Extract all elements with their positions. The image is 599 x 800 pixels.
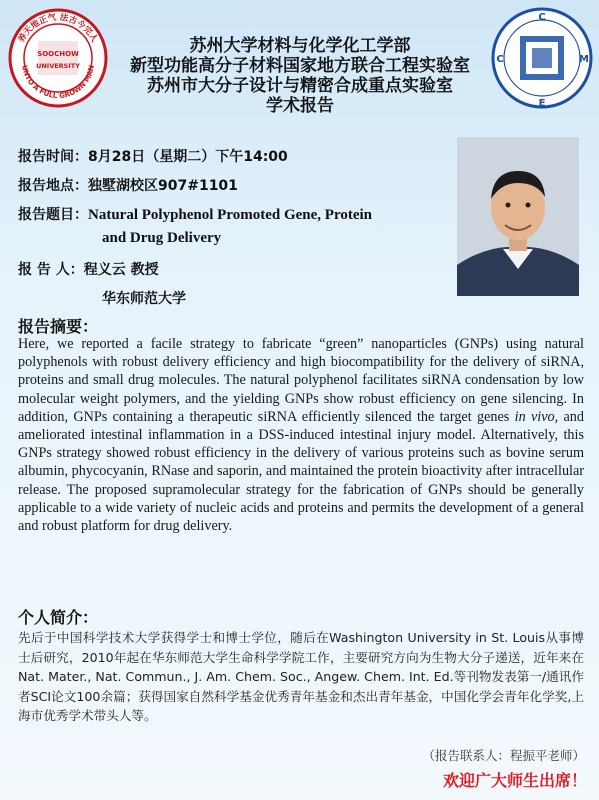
abstract-text-part-1: Here, we reported a facile strategy to fabricate “green” nanoparticles (GNPs) using natural polyphenols with robust delivery efficiency and high biocompatibility for the delivery of siRNA, proteins and small drug molecules. The natural polyphenol facilitates siRNA condensation by low molecular weight polymers, and the yielding GNPs show robust efficiency on gene silencing. In addition, GNPs containing a therapeutic siRNA efficiently silenced the target genes [18, 336, 584, 425]
svg-text:E: E [538, 98, 546, 109]
topic-line-2: and Drug Delivery [102, 230, 222, 246]
svg-text:C: C [538, 12, 546, 23]
topic-row-2 [102, 230, 221, 247]
svg-text:UNIVERSITY: UNIVERSITY [36, 62, 80, 70]
bio-heading: 个人简介： [18, 608, 99, 627]
time-label: 报告时间： [18, 149, 88, 165]
topic-label: 报告题目： [18, 207, 88, 223]
svg-text:养天地正气 法古今完人: 养天地正气 法古今完人 [16, 12, 100, 45]
speaker-label: 报 告 人： [18, 262, 84, 278]
header-line-key-lab: 苏州市大分子设计与精密合成重点实验室 [147, 76, 453, 96]
topic-line-1: Natural Polyphenol Promoted Gene, Protein [88, 207, 373, 223]
speaker-row [18, 259, 159, 279]
svg-text:C: C [496, 54, 504, 65]
abstract-heading: 报告摘要： [18, 317, 99, 336]
abstract-italic: in vivo [514, 408, 555, 425]
header-line-school: 苏州大学材料与化学化工学部 [189, 36, 411, 56]
time-value: 8月28日（星期二）下午14:00 [88, 149, 288, 165]
welcome-message: 欢迎广大师生出席！ [442, 771, 587, 790]
svg-text:UNTO A FULL GROWN MAN: UNTO A FULL GROWN MAN [20, 64, 96, 101]
place-label: 报告地点： [18, 178, 88, 194]
abstract-text [18, 335, 584, 535]
svg-text:M: M [579, 54, 589, 65]
place-row [18, 175, 238, 195]
time-row [18, 146, 288, 166]
cmce-department-logo [490, 6, 594, 110]
header-line-lab: 新型功能高分子材料国家地方联合工程实验室 [130, 56, 470, 76]
affiliation-value: 华东师范大学 [102, 291, 186, 307]
header-line-report: 学术报告 [266, 96, 334, 116]
affiliation-row [102, 288, 186, 308]
svg-text:SOOCHOW: SOOCHOW [37, 50, 79, 58]
place-value: 独墅湖校区907#1101 [88, 178, 238, 194]
bio-text: 先后于中国科学技术大学获得学士和博士学位，随后在Washington University in St. Louis从事博士后研究，2010年起在华东师范大学生命科学学院工作，主要研究方向为生物大分子递送，近年来在Nat. Mater., Nat. Commun., J. Am. Chem. Soc., Angew. Chem. Int. Ed.等刊物发表第一/通讯作者SCI论文100余篇；获得国家自然科学基金优秀青年基金和杰出青年基金，中国化学会青年化学奖,上海市优秀学术带头人等。 [18, 630, 584, 724]
abstract-text-part-2: , and ameliorated intestinal inflammation in a DSS-induced intestinal injury model. Alternatively, this GNPs strategy showed robust efficiency in the delivery of various proteins such as bovine serum albumin, phycocyanin, RNase and saporin, and maintained the protein bioactivity after intracellular release. The proposed supramolecular strategy for the fabrication of GNPs should be generally applicable to a wide variety of nucleic acids and proteins and permits the development of a general and robust platform for drug delivery. [18, 408, 584, 535]
soochow-university-seal-logo [8, 8, 108, 108]
speaker-photo [457, 137, 579, 296]
speaker-value: 程义云 教授 [83, 262, 159, 278]
header-title-block [110, 36, 490, 116]
contact-person: （报告联系人：程振平老师） [422, 748, 585, 763]
topic-row [18, 204, 372, 224]
